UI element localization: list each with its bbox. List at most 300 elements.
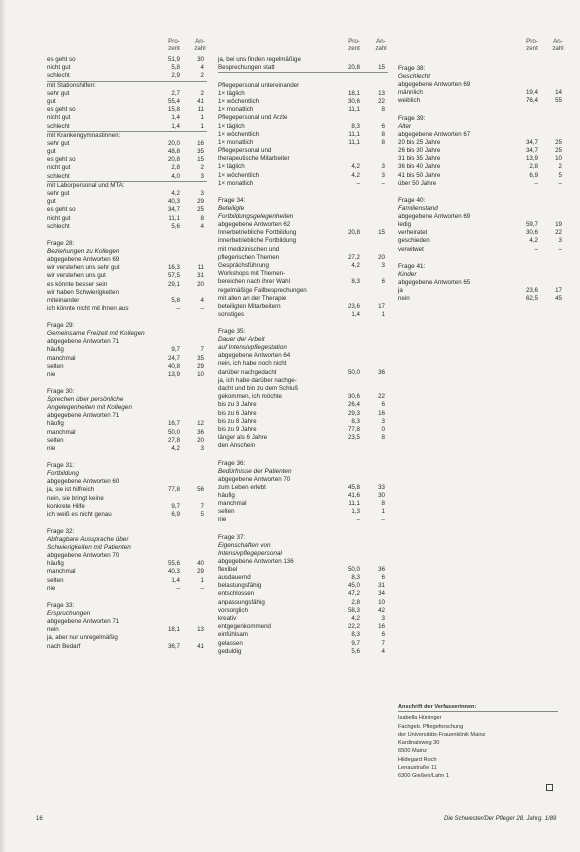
count-value: 11	[197, 264, 204, 272]
answer-text: häufig	[218, 491, 235, 499]
answer-text: nie	[47, 371, 56, 378]
answer-text: wir verstehen uns gut	[47, 272, 106, 280]
count-value: 56	[197, 486, 204, 494]
count-value: 31	[197, 272, 204, 280]
question-subject: Erspruchungen	[47, 610, 91, 617]
percent-value: 1,4	[171, 114, 180, 122]
author-heading: Anschrift der Verfasserinnen:	[398, 703, 558, 712]
count-value: –	[381, 516, 385, 524]
table-row	[398, 295, 566, 303]
answer-text: mit Krankengymnastinnen:	[47, 131, 121, 139]
answer-text: entgegenkommend	[218, 623, 271, 631]
answer-text: häufig	[47, 346, 64, 354]
answer-text: selten	[47, 362, 64, 370]
count-value: 29	[197, 198, 204, 206]
table-row	[47, 355, 207, 363]
answer-text: Workshops mit Themen-	[218, 270, 286, 278]
percent-value: 2,8	[351, 598, 360, 606]
table-row	[47, 281, 207, 289]
table-row	[47, 552, 207, 560]
table-row	[218, 98, 388, 106]
count-value: 1	[200, 576, 204, 584]
count-value: 2	[558, 163, 562, 171]
table-row	[47, 338, 207, 346]
percent-value: –	[176, 584, 180, 592]
table-row	[47, 72, 207, 81]
percent-value: 11,1	[348, 130, 360, 138]
table-row	[218, 82, 388, 90]
table-row	[398, 131, 566, 139]
count-value: 8	[381, 138, 385, 146]
table-row	[398, 180, 566, 188]
table-row	[218, 262, 388, 270]
column-header	[218, 30, 388, 56]
answer-text: gekommen, ich möchte	[218, 393, 282, 401]
count-value: 40	[197, 560, 204, 568]
count-value: 4	[200, 222, 204, 230]
count-value: 17	[555, 287, 562, 294]
percent-value: 76,4	[525, 97, 538, 105]
answer-text: häufig	[47, 420, 64, 428]
answer-text: abgegebene Antworten 67	[398, 130, 471, 138]
percent-value: 9,7	[171, 502, 180, 510]
question-heading	[218, 328, 388, 352]
question-subject: Geschlecht	[398, 73, 430, 80]
count-value: 8	[381, 106, 385, 114]
author-line: Isabella Hüninger	[398, 715, 442, 722]
percent-value: –	[534, 179, 538, 187]
table-row	[47, 106, 207, 114]
answer-text: nein	[398, 295, 410, 303]
count-value: 12	[197, 420, 204, 428]
count-value: 1	[381, 508, 385, 516]
table-row	[218, 270, 388, 278]
count-value: 29	[197, 362, 204, 370]
answer-text: nicht gut	[47, 64, 71, 72]
percent-value: 47,2	[347, 590, 360, 598]
percent-value: 30,6	[347, 97, 360, 105]
answer-text: abgegebene Antworten 69	[398, 212, 471, 220]
percent-value: 6,9	[529, 171, 538, 179]
count-value: –	[200, 305, 204, 313]
table-row	[218, 278, 388, 286]
question-number: Frage 39:	[398, 114, 426, 122]
table-row	[218, 131, 388, 139]
table-row	[47, 215, 207, 223]
answer-text: sehr gut	[47, 190, 70, 197]
answer-text: abgegebene Antworten 60	[47, 478, 120, 486]
answer-text: schlecht	[47, 172, 70, 180]
percent-value: 50,0	[167, 428, 180, 436]
table-row	[218, 139, 388, 147]
percent-value: 50,0	[347, 368, 360, 376]
page-footer	[0, 816, 580, 828]
count-value: 41	[197, 97, 204, 105]
question-heading	[398, 115, 566, 131]
column-header	[398, 30, 566, 56]
column-header	[47, 30, 207, 56]
question-subject: Beziehungen zu Kollegen	[47, 247, 120, 255]
answer-text: 20 bis 25 Jahre	[398, 138, 441, 146]
table-row	[398, 279, 566, 287]
header-prozent: Pro-zent	[348, 38, 360, 52]
answer-text: abgegebene Antworten 65	[398, 278, 471, 286]
table-row	[47, 164, 207, 172]
percent-value: 11,1	[168, 214, 180, 222]
percent-value: 18,1	[347, 89, 360, 97]
percent-value: 4,2	[171, 190, 180, 197]
question-number: Frage 36:	[218, 459, 246, 467]
table-row	[47, 190, 207, 198]
count-value: 22	[555, 229, 562, 237]
table-row	[218, 426, 388, 434]
answer-text: nein, ich habe noch nicht	[218, 360, 287, 368]
header-anzahl: An-zahl	[194, 38, 206, 52]
table-row	[218, 607, 388, 615]
answer-text: 1× täglich	[218, 163, 245, 171]
table-row	[218, 254, 388, 262]
table-row	[218, 385, 388, 393]
count-value: 13	[197, 626, 204, 634]
percent-value: 20,8	[347, 64, 360, 72]
answer-text: wir haben Schwierigkeiten	[47, 288, 119, 296]
table-row	[398, 246, 566, 254]
answer-text: länger als 6 Jahre	[218, 434, 268, 442]
answer-text: nie	[218, 516, 227, 524]
count-value: 16	[378, 409, 385, 417]
table-row	[398, 89, 566, 97]
percent-value: 15,8	[167, 106, 180, 114]
answer-text: manchmal	[47, 428, 76, 436]
table-row	[47, 568, 207, 576]
question-number: Frage 40:	[398, 196, 426, 204]
count-value: 10	[378, 598, 385, 606]
count-value: 30	[197, 56, 204, 63]
question-number: Frage 35:	[218, 328, 246, 336]
source-line: Die Schwester/Der Pfleger 28. Jahrg. 1/89	[444, 816, 557, 822]
count-value: 3	[381, 163, 385, 171]
author-line: Lenaustraße 11	[398, 765, 437, 772]
header-anzahl: An-zahl	[375, 38, 387, 52]
table-row	[218, 410, 388, 418]
answer-text: Innerbetriebliche Fortbildung	[218, 229, 297, 237]
question-subject: Alter	[398, 122, 412, 130]
table-row	[218, 599, 388, 607]
table-row	[47, 272, 207, 280]
count-value: 3	[381, 171, 385, 179]
percent-value: 51,9	[167, 56, 180, 63]
table-row	[218, 123, 388, 131]
percent-value: 22,2	[347, 623, 360, 631]
question-subject: Bedürfnisse der Patienten	[218, 467, 292, 475]
percent-value: 50,0	[347, 565, 360, 573]
answer-text: sehr gut	[47, 89, 70, 97]
table-row	[218, 566, 388, 574]
count-value: 16	[197, 139, 204, 147]
question-heading	[47, 602, 207, 618]
table-row	[218, 64, 388, 73]
table-row	[47, 132, 207, 140]
table-row	[218, 590, 388, 598]
table-row	[218, 582, 388, 590]
answer-text: vorsorglich	[218, 606, 248, 614]
count-value: 29	[197, 568, 204, 576]
answer-text: schlecht	[47, 122, 70, 130]
answer-text: männlich	[398, 89, 423, 97]
count-value: 7	[381, 639, 385, 647]
table-row	[218, 287, 388, 295]
percent-value: 30,6	[525, 229, 538, 237]
table-row	[218, 558, 388, 566]
question-heading	[218, 460, 388, 476]
author-line: der Universitäts-Frauenklinik Mainz	[398, 731, 486, 738]
question-subject: auf Intensivpflegestation	[218, 344, 287, 352]
count-value: 36	[378, 368, 385, 376]
answer-text: manchmal	[218, 500, 247, 508]
percent-value: 11,1	[348, 138, 360, 146]
answer-text: geschieden	[398, 237, 430, 245]
answer-text: selten	[47, 436, 64, 444]
table-row	[47, 173, 207, 182]
answer-text: mit allen an der Therapie	[218, 294, 287, 302]
question-heading	[47, 462, 207, 478]
question-heading	[398, 263, 566, 279]
answer-text: nicht gut	[47, 214, 71, 222]
percent-value: 55,6	[167, 560, 180, 568]
end-mark-icon	[546, 784, 553, 791]
answer-text: mit Stationshilfen:	[47, 81, 96, 89]
count-value: 5	[200, 510, 204, 518]
table-row	[47, 264, 207, 272]
answer-text: kreativ	[218, 614, 237, 622]
answer-text: gut	[47, 97, 56, 105]
percent-value: 58,3	[347, 606, 360, 614]
table-row	[218, 434, 388, 442]
count-value: 1	[200, 114, 204, 122]
answer-text: schlecht	[47, 222, 70, 230]
percent-value: 4,2	[351, 614, 360, 622]
answer-text: zum Leben erlebt	[218, 483, 266, 491]
table-row	[47, 495, 207, 503]
table-row	[218, 352, 388, 360]
percent-value: 62,5	[525, 295, 538, 303]
question-subject: Eigenschaften von	[218, 541, 271, 549]
author-line: 6300 Gießen/Lahn 1	[398, 773, 450, 780]
answer-text: 31 bis 35 Jahre	[398, 155, 441, 163]
percent-value: –	[356, 516, 360, 524]
count-value: 17	[378, 302, 385, 310]
question-number: Frage 38:	[398, 65, 426, 72]
table-row	[47, 305, 207, 313]
answer-text: innerbetriebliche Fortbildung	[218, 237, 297, 245]
answer-text: abgegebene Antworten 71	[47, 412, 120, 420]
percent-value: 1,3	[351, 508, 360, 516]
count-value: 14	[555, 89, 562, 97]
count-value: 25	[555, 146, 562, 154]
table-row	[218, 369, 388, 377]
table-row	[218, 500, 388, 508]
count-value: 2	[200, 164, 204, 172]
answer-text: selten	[218, 508, 235, 516]
answer-text: abgegebene Antworten 71	[47, 618, 120, 625]
table-row	[47, 140, 207, 148]
count-value: 2	[200, 72, 204, 80]
table-row	[218, 90, 388, 98]
question-heading	[218, 534, 388, 558]
count-value: 3	[381, 417, 385, 425]
table-row	[47, 198, 207, 206]
count-value: 3	[381, 261, 385, 269]
table-row	[218, 418, 388, 426]
table-row	[218, 508, 388, 516]
answer-text: 1× wöchentlich	[218, 130, 260, 138]
percent-value: 77,8	[347, 425, 360, 433]
percent-value: 55,4	[167, 97, 180, 105]
table-row	[47, 297, 207, 305]
answer-text: gelassen	[218, 639, 243, 647]
answer-text: ja	[398, 287, 403, 294]
answer-text: häufig	[47, 560, 64, 568]
answer-text: sehr gut	[47, 139, 70, 147]
count-value: 42	[378, 606, 385, 614]
table-row	[47, 429, 207, 437]
percent-value: 20,8	[167, 156, 180, 164]
table-row	[218, 56, 388, 64]
table-row	[47, 123, 207, 132]
question-subject: Intensivpflegepersonal	[218, 549, 282, 557]
percent-value: 36,7	[167, 642, 180, 650]
table-row	[398, 147, 566, 155]
count-value: 22	[378, 393, 385, 401]
count-value: 6	[381, 401, 385, 409]
answer-text: schlecht	[47, 72, 70, 80]
answer-text: regelmäßige Fallbesprechungen	[218, 286, 307, 294]
answer-text: abgegebene Antworten 70	[47, 552, 120, 560]
table-row	[218, 311, 388, 319]
count-value: 34	[378, 590, 385, 598]
table-row	[218, 648, 388, 656]
table-row	[218, 476, 388, 484]
table-row	[47, 90, 207, 98]
answer-text: ja, bei uns finden regelmäßige	[218, 56, 301, 63]
count-value: 8	[381, 500, 385, 508]
question-subject: Sprechen über persönliche	[47, 396, 124, 404]
percent-value: 8,3	[351, 278, 360, 286]
answer-text: nie	[47, 584, 56, 592]
percent-value: 4,2	[351, 163, 360, 171]
table-row	[218, 492, 388, 500]
count-value: 3	[558, 237, 562, 245]
table-row	[218, 163, 388, 171]
table-row	[218, 73, 388, 81]
answer-text: abgegebene Antworten 136	[218, 557, 294, 565]
answer-text: verheiratet	[398, 229, 428, 237]
percent-value: 23,6	[525, 287, 538, 294]
percent-value: 34,7	[525, 146, 538, 154]
percent-value: 34,7	[167, 206, 180, 214]
percent-value: 1,4	[171, 122, 180, 130]
count-value: 45	[555, 295, 562, 303]
count-value: 6	[381, 122, 385, 130]
percent-value: 11,1	[348, 500, 360, 508]
percent-value: 2,7	[171, 89, 180, 97]
answer-text: nein	[47, 626, 59, 634]
percent-value: 45,8	[347, 483, 360, 491]
answer-text: nach Bedarf	[47, 642, 81, 650]
page-edge-shadow	[0, 0, 6, 852]
table-row	[47, 98, 207, 106]
header-anzahl: An-zahl	[552, 38, 564, 52]
answer-text: es könnte besser sein	[47, 280, 108, 288]
table-row	[47, 363, 207, 371]
answer-text: geduldig	[218, 647, 242, 655]
table-row	[47, 560, 207, 568]
answer-text: bereichen nach ihrer Wahl	[218, 278, 290, 286]
table-row	[218, 155, 388, 163]
percent-value: 27,8	[167, 436, 180, 444]
answer-text: 1× monatlich	[218, 106, 254, 114]
answer-text: es geht so	[47, 56, 76, 63]
answer-text: darüber nachgedacht	[218, 368, 277, 376]
answer-text: flexibel	[218, 565, 238, 573]
answer-text: verwitwet	[398, 245, 424, 253]
table-row	[218, 360, 388, 368]
table-row	[47, 445, 207, 453]
percent-value: 23,6	[347, 302, 360, 310]
percent-value: 77,8	[167, 486, 180, 494]
table-row	[398, 155, 566, 163]
percent-value: 40,3	[167, 568, 180, 576]
question-heading	[47, 528, 207, 552]
table-row	[398, 221, 566, 229]
answer-text: ich könnte nicht mit ihnen aus	[47, 305, 129, 313]
count-value: 20	[197, 280, 204, 288]
count-value: 36	[378, 565, 385, 573]
count-value: –	[558, 245, 562, 253]
question-subject: Angelegenheiten mit Kollegen	[47, 404, 132, 412]
table-row	[47, 371, 207, 379]
answer-text: miteinander	[47, 296, 80, 304]
table-row	[398, 287, 566, 295]
answer-text: selten	[47, 576, 64, 584]
author-line: Kardinalsweg 30	[398, 740, 440, 747]
percent-value: 9,7	[171, 346, 180, 354]
table-row	[398, 229, 566, 237]
count-value: 30	[378, 491, 385, 499]
table-row	[398, 172, 566, 180]
answer-text: gut	[47, 198, 56, 206]
count-value: 1	[381, 311, 385, 319]
answer-text: manchmal	[47, 354, 76, 362]
count-value: 22	[378, 97, 385, 105]
percent-value: 57,5	[167, 272, 180, 280]
question-number: Frage 30:	[47, 388, 75, 396]
question-number: Frage 28:	[47, 239, 75, 247]
question-heading	[47, 240, 207, 256]
question-subject: Gemeinsame Freizeit mit Kollegen	[47, 330, 145, 338]
table-row	[47, 478, 207, 486]
column-2-body	[218, 56, 388, 656]
count-value: 33	[378, 483, 385, 491]
count-value: 7	[200, 502, 204, 510]
table-row	[47, 618, 207, 626]
answer-text: entschlossen	[218, 590, 255, 598]
answer-text: wir verstehen uns sehr gut	[47, 264, 120, 272]
percent-value: 4,0	[171, 172, 180, 180]
table-row	[218, 147, 388, 155]
table-row	[218, 623, 388, 631]
table-row	[47, 82, 207, 90]
